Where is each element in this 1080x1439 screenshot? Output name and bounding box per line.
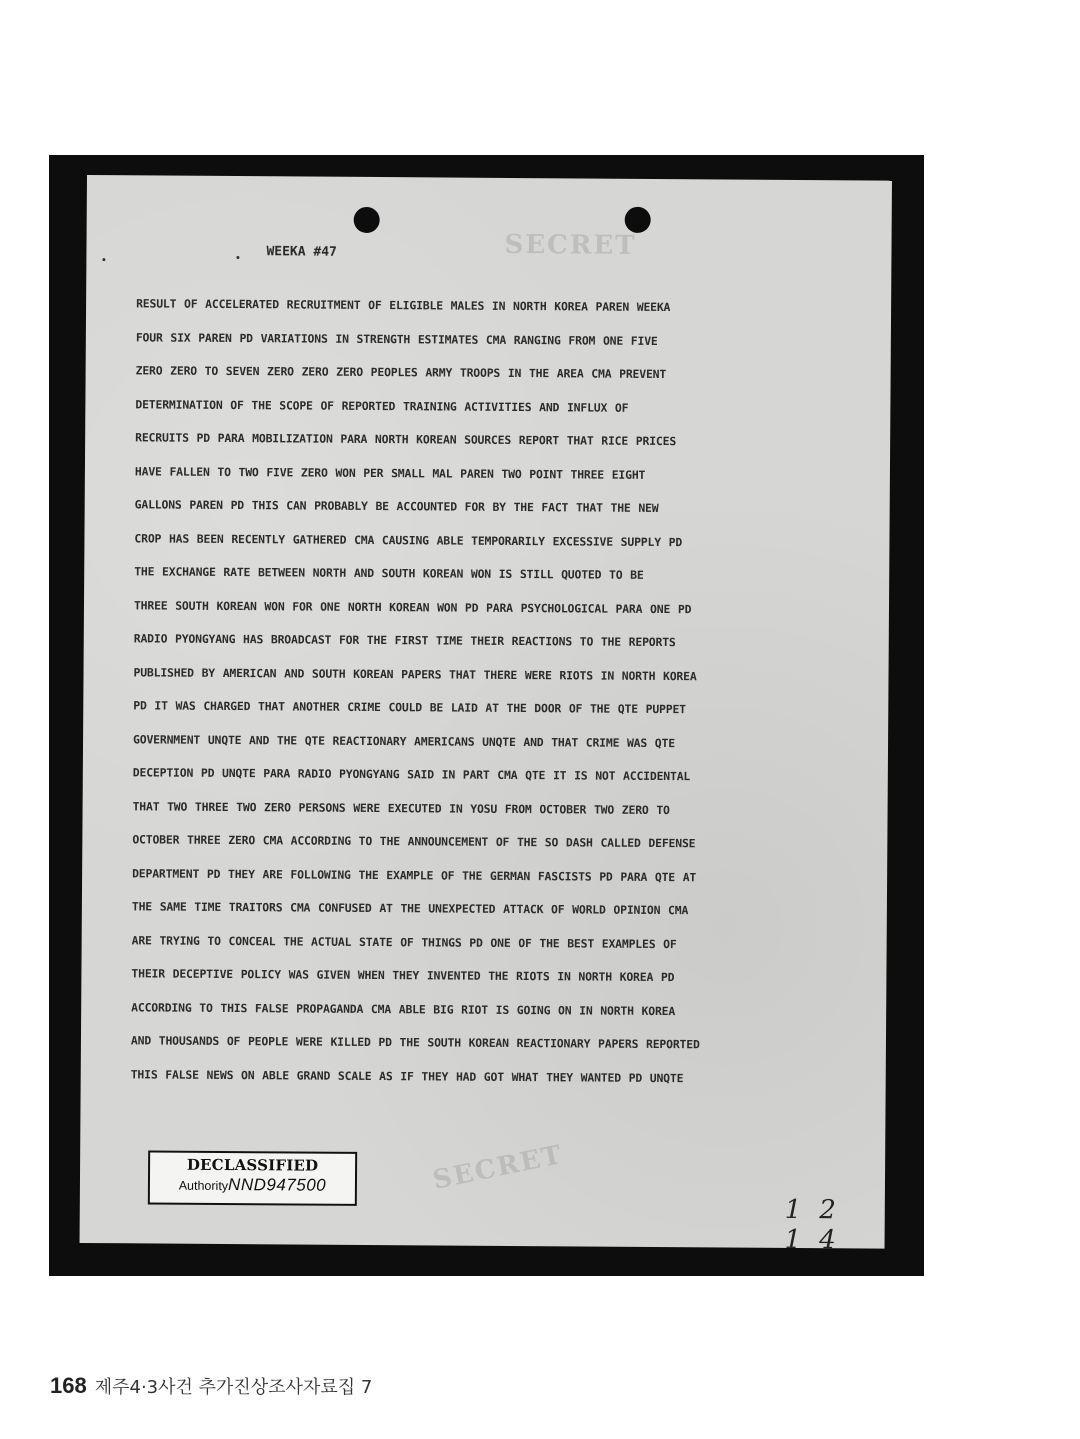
body-line: THE EXCHANGE RATE BETWEEN NORTH AND SOUTH KOREAN WON IS STILL QUOTED TO BE — [134, 564, 644, 582]
body-line: GALLONS PAREN PD THIS CAN PROBABLY BE ACCOUNTED FOR BY THE FACT THAT THE NEW — [134, 497, 659, 515]
body-line: THAT TWO THREE TWO ZERO PERSONS WERE EXECUTED IN YOSU FROM OCTOBER TWO ZERO TO — [132, 798, 670, 817]
handwritten-page-number: 12 14 — [784, 1194, 854, 1256]
document-page — [80, 175, 892, 1256]
body-line: RECRUITS PD PARA MOBILIZATION PARA NORTH KOREAN SOURCES REPORT THAT RICE PRICES — [135, 430, 677, 449]
body-line: DEPARTMENT PD THEY ARE FOLLOWING THE EXAMPLE OF THE GERMAN FASCISTS PD PARA QTE AT — [132, 865, 697, 884]
body-line: THREE SOUTH KOREAN WON FOR ONE NORTH KOREAN WON PD PARA PSYCHOLOGICAL PARA ONE PD — [133, 597, 692, 616]
body-line: ZERO ZERO TO SEVEN ZERO ZERO ZERO PEOPLES ARMY TROOPS IN THE AREA CMA PREVENT — [135, 363, 667, 382]
secret-stamp-top: SECRET — [504, 229, 637, 261]
declassified-stamp — [148, 1150, 357, 1205]
body-line: OCTOBER THREE ZERO CMA ACCORDING TO THE ANNOUNCEMENT OF THE SO DASH CALLED DEFENSE — [132, 832, 696, 851]
body-line: RADIO PYONGYANG HAS BROADCAST FOR THE FIRST TIME THEIR REACTIONS TO THE REPORTS — [133, 631, 676, 650]
authority-row — [150, 1174, 355, 1195]
body-line: THIS FALSE NEWS ON ABLE GRAND SCALE AS IF THEY HAD GOT WHAT THEY WANTED PD UNQTE — [130, 1066, 684, 1085]
body-line: RESULT OF ACCELERATED RECRUITMENT OF ELIGIBLE MALES IN NORTH KOREA PAREN WEEKA — [136, 296, 671, 315]
book-title: 제주4·3사건 추가진상조사자료집 7 — [94, 1377, 373, 1398]
secret-stamp-bottom: SECRET — [430, 1139, 566, 1196]
speck — [236, 256, 239, 259]
authority-label: Authority — [178, 1178, 229, 1194]
body-line: PD IT WAS CHARGED THAT ANOTHER CRIME COULD BE LAID AT THE DOOR OF THE QTE PUPPET — [133, 698, 686, 717]
document-header: WEEKA #47 — [266, 244, 337, 260]
body-line: THE SAME TIME TRAITORS CMA CONFUSED AT THE UNEXPECTED ATTACK OF WORLD OPINION CMA — [131, 899, 689, 918]
punch-hole — [625, 207, 651, 233]
page-number: 168 — [50, 1373, 87, 1398]
declassified-title: DECLASSIFIED — [186, 1155, 319, 1175]
body-line: THEIR DECEPTIVE POLICY WAS GIVEN WHEN THEY INVENTED THE RIOTS IN NORTH KOREA PD — [131, 966, 675, 985]
body-line: DECEPTION PD UNQTE PARA RADIO PYONGYANG SAID IN PART CMA QTE IT IS NOT ACCIDENTAL — [132, 765, 691, 784]
body-line: GOVERNMENT UNQTE AND THE QTE REACTIONARY AMERICANS UNQTE AND THAT CRIME WAS QTE — [133, 731, 676, 750]
authority-value: NND947500 — [228, 1175, 327, 1195]
body-line: DETERMINATION OF THE SCOPE OF REPORTED TRAINING ACTIVITIES AND INFLUX OF — [135, 396, 629, 415]
body-line: AND THOUSANDS OF PEOPLE WERE KILLED PD THE SOUTH KOREAN REACTIONARY PAPERS REPORTED — [130, 1033, 700, 1052]
body-line: ARE TRYING TO CONCEAL THE ACTUAL STATE OF THINGS PD ONE OF THE BEST EXAMPLES OF — [131, 932, 677, 951]
page-footer — [50, 1373, 372, 1399]
body-line: FOUR SIX PAREN PD VARIATIONS IN STRENGTH ESTIMATES CMA RANGING FROM ONE FIVE — [135, 329, 658, 348]
body-line: PUBLISHED BY AMERICAN AND SOUTH KOREAN PAPERS THAT THERE WERE RIOTS IN NORTH KOREA — [133, 664, 697, 683]
document-body — [131, 287, 847, 1096]
punch-hole — [354, 207, 380, 233]
speck — [102, 258, 105, 261]
body-line: HAVE FALLEN TO TWO FIVE ZERO WON PER SMALL MAL PAREN TWO POINT THREE EIGHT — [134, 463, 646, 482]
body-line: ACCORDING TO THIS FALSE PROPAGANDA CMA ABLE BIG RIOT IS GOING ON IN NORTH KOREA — [131, 999, 676, 1018]
body-line: CROP HAS BEEN RECENTLY GATHERED CMA CAUSING ABLE TEMPORARILY EXCESSIVE SUPPLY PD — [134, 530, 683, 549]
